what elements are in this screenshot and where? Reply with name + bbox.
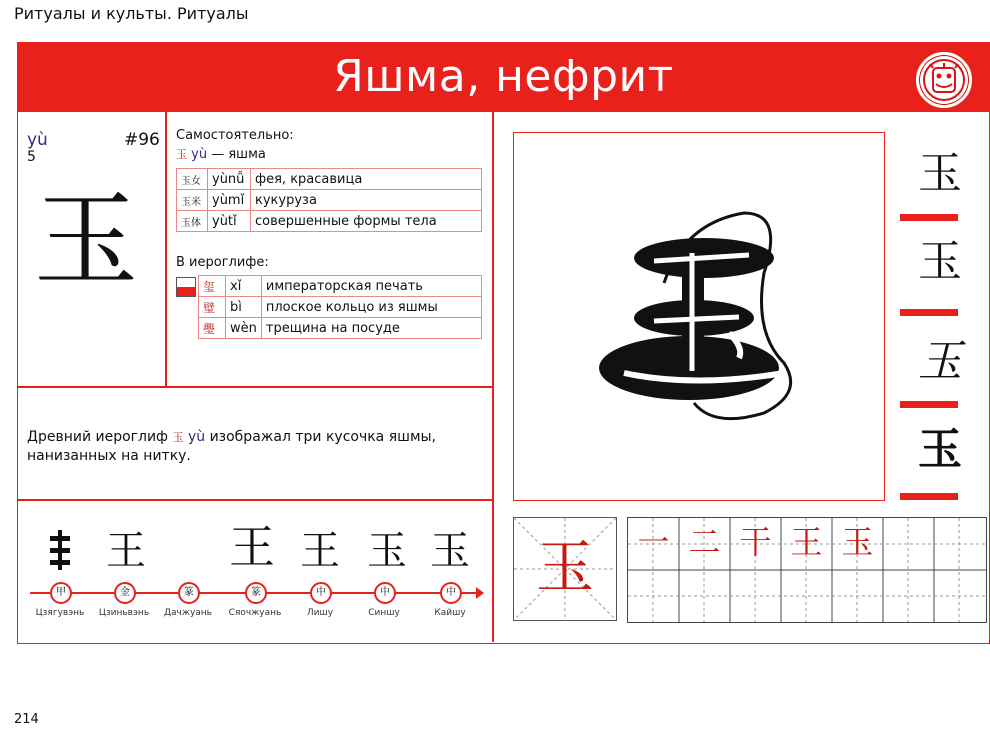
word-meaning: совершенные формы тела <box>251 211 482 232</box>
lion-seal-icon <box>916 52 972 108</box>
table-row <box>199 276 482 297</box>
stroke-step: 王 <box>790 523 823 561</box>
description-pinyin: yù <box>187 429 206 445</box>
words-table <box>176 168 482 232</box>
word-hanzi: 玉体 <box>177 211 208 232</box>
in-characters-table <box>198 275 482 339</box>
description <box>27 428 477 466</box>
self-study-heading: Самостоятельно: <box>176 128 294 143</box>
calligraphy-illustration <box>514 133 884 500</box>
evolution-glyph: 王 <box>300 528 340 574</box>
page-number: 214 <box>14 712 39 727</box>
table-row <box>199 318 482 339</box>
word-pinyin: yùmǐ <box>208 190 251 211</box>
table-row <box>199 297 482 318</box>
description-after: изображал три кусочка яшмы, нанизанных на нитку. <box>27 429 437 464</box>
font-variant-char: 玉 <box>918 236 962 287</box>
component-pinyin: bì <box>226 297 262 318</box>
divider-horizontal <box>17 386 493 388</box>
calligraphy-frame <box>513 132 885 501</box>
stage-medallion-icon: 中 <box>310 582 332 604</box>
word-meaning: фея, красавица <box>251 169 482 190</box>
stage-medallion-icon: 甲 <box>50 582 72 604</box>
separator-bar <box>900 401 958 408</box>
divider-vertical <box>492 112 494 642</box>
main-hanzi: 玉 <box>176 148 187 161</box>
stage-label: Кайшу <box>434 608 466 618</box>
stroke-step: 干 <box>739 523 772 561</box>
stage-label: Лишу <box>306 608 334 618</box>
timeline-arrow-icon <box>476 587 484 599</box>
self-study-main <box>176 146 266 162</box>
main-pinyin: yù <box>191 147 208 162</box>
stage-label: Цзягувэнь <box>35 608 85 618</box>
stroke-step: 二 <box>688 523 721 561</box>
description-hanzi: 玉 <box>172 431 184 444</box>
stage-medallion-icon: 金 <box>114 582 136 604</box>
character-number: #96 <box>124 130 160 150</box>
stage-label: Цзиньвэнь <box>98 608 150 618</box>
component-meaning: императорская печать <box>261 276 481 297</box>
divider-vertical <box>165 112 167 388</box>
evolution-glyph: 王 <box>106 528 146 574</box>
evolution-glyph <box>40 528 80 576</box>
component-meaning: плоское кольцо из яшмы <box>261 297 481 318</box>
evolution-glyph: 玉 <box>367 528 407 574</box>
main-character: 玉 <box>34 179 139 301</box>
stroke-count: 5 <box>27 149 36 165</box>
in-characters-heading: В иероглифе: <box>176 255 269 270</box>
practice-grid <box>627 517 987 623</box>
stage-label: Сяочжуань <box>228 608 282 618</box>
word-hanzi: 玉女 <box>177 169 208 190</box>
title-bar <box>17 42 990 112</box>
component-hanzi: 玺 <box>199 276 226 297</box>
component-meaning: трещина на посуде <box>261 318 481 339</box>
table-row <box>177 211 482 232</box>
component-hanzi: 璧 <box>199 297 226 318</box>
jiaguwen-glyph-icon <box>40 528 80 572</box>
model-char: 玉 <box>535 533 594 601</box>
separator-bar <box>900 309 958 316</box>
divider-horizontal <box>17 499 493 501</box>
component-hanzi: 璺 <box>199 318 226 339</box>
component-pinyin: xǐ <box>226 276 262 297</box>
component-marker-icon <box>176 277 196 297</box>
table-row <box>177 169 482 190</box>
stage-label: Дачжуань <box>163 608 212 618</box>
word-meaning: кукуруза <box>251 190 482 211</box>
character-pinyin: yù <box>27 130 48 150</box>
component-pinyin: wèn <box>226 318 262 339</box>
font-variant-char: 玉 <box>918 148 962 199</box>
stage-medallion-icon: 中 <box>440 582 462 604</box>
description-before: Древний иероглиф <box>27 429 169 445</box>
stroke-step: 一 <box>637 523 670 561</box>
stage-medallion-icon: 篆 <box>178 582 200 604</box>
model-grid <box>513 517 617 621</box>
font-variant-char: 玉 <box>918 424 962 475</box>
separator-bar <box>900 214 958 221</box>
table-row <box>177 190 482 211</box>
word-hanzi: 玉米 <box>177 190 208 211</box>
main-meaning: — яшма <box>211 147 266 162</box>
evolution-glyph: 玉 <box>430 528 470 574</box>
evolution-glyph: 王 <box>229 520 275 574</box>
stroke-step: 玉 <box>841 523 874 561</box>
section-header: Ритуалы и культы. Ритуалы <box>14 4 249 23</box>
stage-medallion-icon: 中 <box>374 582 396 604</box>
stage-label: Синшу <box>368 608 400 618</box>
font-variant-char: 玉 <box>918 336 962 387</box>
word-pinyin: yùtǐ <box>208 211 251 232</box>
word-pinyin: yùnǚ <box>208 169 251 190</box>
stage-medallion-icon: 篆 <box>245 582 267 604</box>
page-title: Яшма, нефрит <box>333 51 674 102</box>
separator-bar <box>900 493 958 500</box>
